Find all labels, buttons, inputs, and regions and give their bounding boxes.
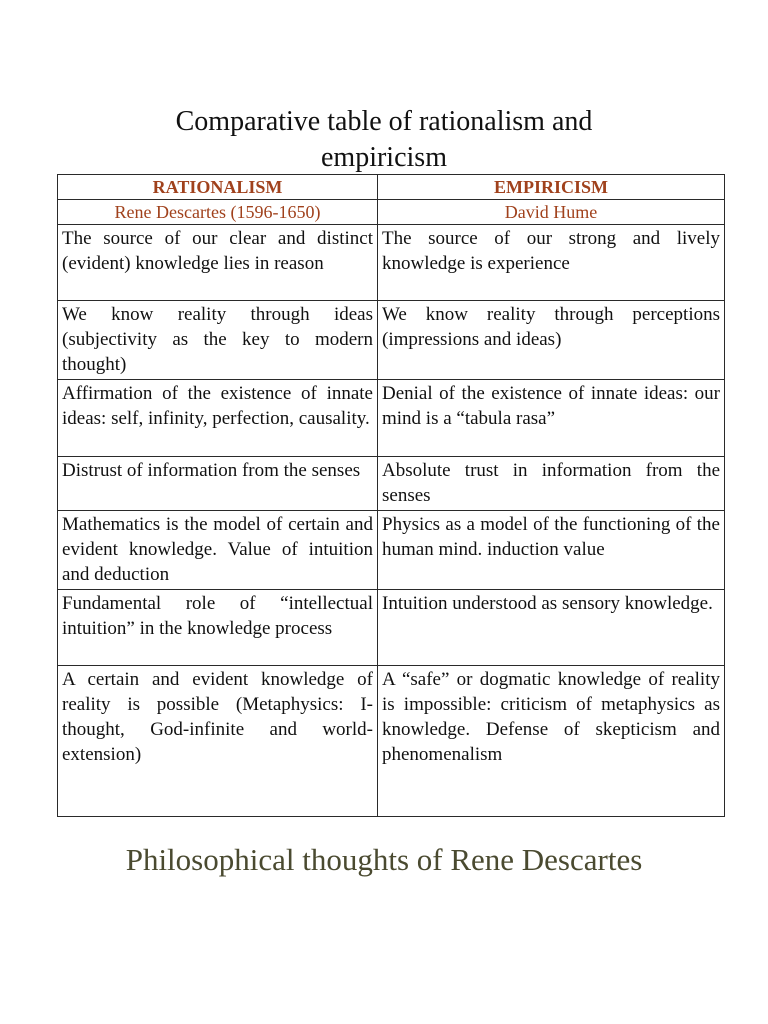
- table-row: [58, 511, 725, 590]
- title-line-2: empiricism: [321, 142, 447, 173]
- table-row: [58, 457, 725, 511]
- table-subheader-row: [58, 200, 725, 225]
- document-title: [0, 104, 768, 176]
- rationalism-cell: A certain and evident knowledge of reality is possible (Metaphysics: I-thought, God-infinite and world-extension): [58, 666, 378, 817]
- header-empiricism: EMPIRICISM: [378, 175, 725, 200]
- empiricism-cell: Intuition understood as sensory knowledge.: [378, 590, 725, 666]
- rationalism-cell: The source of our clear and distinct (evident) knowledge lies in reason: [58, 225, 378, 301]
- empiricism-cell: A “safe” or dogmatic knowledge of reality is impossible: criticism of metaphysics as knowledge. Defense of skepticism and phenomenalism: [378, 666, 725, 817]
- table-row: [58, 590, 725, 666]
- table-row: [58, 666, 725, 817]
- rationalism-cell: We know reality through ideas (subjectivity as the key to modern thought): [58, 301, 378, 380]
- empiricism-cell: Physics as a model of the functioning of the human mind. induction value: [378, 511, 725, 590]
- header-rationalism: RATIONALISM: [58, 175, 378, 200]
- empiricism-cell: We know reality through perceptions (impressions and ideas): [378, 301, 725, 380]
- table-row: [58, 380, 725, 457]
- table-row: [58, 301, 725, 380]
- table-row: [58, 225, 725, 301]
- title-line-1: Comparative table of rationalism and: [175, 106, 593, 137]
- empiricism-cell: Denial of the existence of innate ideas: our mind is a “tabula rasa”: [378, 380, 725, 457]
- rationalism-cell: Mathematics is the model of certain and evident knowledge. Value of intuition and deduction: [58, 511, 378, 590]
- rationalism-cell: Fundamental role of “intellectual intuition” in the knowledge process: [58, 590, 378, 666]
- rationalism-cell: Affirmation of the existence of innate ideas: self, infinity, perfection, causality.: [58, 380, 378, 457]
- empiricism-cell: The source of our strong and lively knowledge is experience: [378, 225, 725, 301]
- footer-caption: Philosophical thoughts of Rene Descartes: [125, 842, 643, 877]
- subheader-descartes: Rene Descartes (1596-1650): [58, 200, 378, 225]
- rationalism-cell: Distrust of information from the senses: [58, 457, 378, 511]
- table-header-row: [58, 175, 725, 200]
- subheader-hume: David Hume: [378, 200, 725, 225]
- empiricism-cell: Absolute trust in information from the senses: [378, 457, 725, 511]
- comparison-table: [57, 174, 725, 817]
